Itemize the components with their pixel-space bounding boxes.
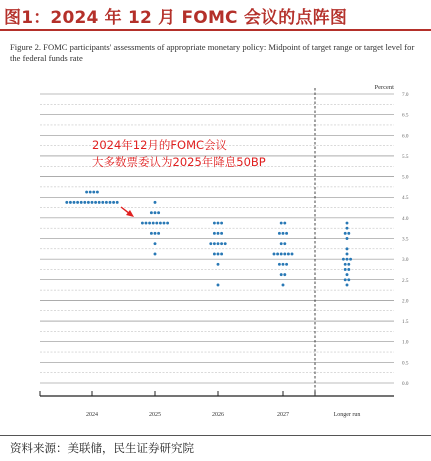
dot-marker	[91, 201, 94, 204]
x-tick-label: 2026	[212, 412, 224, 418]
dot-marker	[73, 201, 76, 204]
dot-marker	[347, 278, 350, 281]
dot-marker	[213, 253, 216, 256]
dot-marker	[85, 191, 88, 194]
dot-marker	[80, 201, 83, 204]
dot-marker	[282, 263, 285, 266]
dot-marker	[346, 253, 349, 256]
dot-marker	[112, 201, 115, 204]
dot-marker	[344, 278, 347, 281]
dot-marker	[145, 222, 148, 225]
dot-marker	[83, 201, 86, 204]
dot-marker	[224, 242, 227, 245]
dot-marker	[346, 247, 349, 250]
x-axis	[40, 88, 394, 396]
dot-marker	[342, 258, 345, 261]
y-tick-label: 2.5	[402, 277, 409, 284]
dot-marker	[65, 201, 68, 204]
footer-rule	[0, 435, 431, 436]
dot-marker	[283, 273, 286, 276]
dot-marker	[220, 253, 223, 256]
y-tick-label: 0.5	[402, 360, 409, 367]
dot-marker	[89, 191, 92, 194]
annotation-line-2: 大多数票委认为2025年降息50BP	[92, 155, 266, 169]
y-tick-label: 4.0	[402, 215, 409, 222]
y-axis-label: Percent	[374, 84, 394, 91]
dot-marker	[347, 263, 350, 266]
dot-marker	[346, 222, 349, 225]
dot-marker	[76, 201, 79, 204]
dot-marker	[94, 201, 97, 204]
y-tick-label: 4.5	[402, 195, 409, 202]
dot-marker	[344, 268, 347, 271]
dot-marker	[96, 191, 99, 194]
dot-marker	[344, 263, 347, 266]
dot-marker	[217, 283, 220, 286]
dot-marker	[152, 222, 155, 225]
dot-marker	[163, 222, 166, 225]
x-tick-label: Longer run	[333, 412, 361, 418]
dot-marker	[213, 222, 216, 225]
x-tick-label: 2027	[277, 412, 289, 418]
dot-marker	[280, 222, 283, 225]
source-note: 资料来源：美联储，民生证券研究院	[10, 441, 194, 455]
dot-marker	[98, 201, 101, 204]
y-tick-label: 7.0	[402, 92, 409, 98]
x-tick-label: 2024	[86, 412, 98, 418]
y-tick-label: 6.0	[402, 133, 409, 140]
x-tick-labels	[86, 412, 360, 418]
dot-marker	[154, 201, 157, 204]
dot-marker	[217, 232, 220, 235]
dot-marker	[154, 242, 157, 245]
dot-marker	[349, 258, 352, 261]
dot-marker	[280, 273, 283, 276]
dot-marker	[276, 253, 279, 256]
y-tick-label: 1.5	[402, 319, 409, 326]
y-tick-label: 0.0	[402, 381, 409, 387]
dot-marker	[217, 242, 220, 245]
dot-marker	[213, 242, 216, 245]
dot-marker	[283, 222, 286, 225]
dot-marker	[220, 222, 223, 225]
y-tick-label: 1.0	[402, 339, 409, 346]
dot-marker	[101, 201, 104, 204]
dot-marker	[220, 232, 223, 235]
dot-marker	[141, 222, 144, 225]
dot-marker	[92, 191, 95, 194]
dot-marker	[209, 242, 212, 245]
dot-marker	[154, 211, 157, 214]
dot-marker	[346, 258, 349, 261]
dot-marker	[213, 232, 216, 235]
dot-marker	[154, 253, 157, 256]
y-tick-label: 5.0	[402, 174, 409, 181]
dot-marker	[150, 232, 153, 235]
dot-marker	[148, 222, 151, 225]
dot-marker	[346, 283, 349, 286]
annotation-line-1: 2024年12月的FOMC会议	[92, 138, 228, 152]
dot-marker	[346, 273, 349, 276]
dot-marker	[217, 222, 220, 225]
dot-marker	[278, 232, 281, 235]
y-tick-label: 5.5	[402, 153, 409, 160]
dot-marker	[347, 268, 350, 271]
dot-marker	[346, 227, 349, 230]
y-tick-label: 3.0	[402, 257, 409, 264]
dot-marker	[283, 242, 286, 245]
dot-marker	[282, 232, 285, 235]
figure-title: 图1：2024 年 12 月 FOMC 会议的点阵图	[4, 8, 348, 28]
dot-marker	[157, 232, 160, 235]
dot-marker	[283, 253, 286, 256]
dot-marker	[159, 222, 162, 225]
dot-marker	[287, 253, 290, 256]
y-tick-label: 2.0	[402, 298, 409, 305]
dot-marker	[154, 232, 157, 235]
dot-marker	[105, 201, 108, 204]
dot-marker	[220, 242, 223, 245]
dot-marker	[157, 211, 160, 214]
dot-marker	[285, 232, 288, 235]
dot-marker	[69, 201, 72, 204]
x-tick-label: 2025	[149, 412, 161, 418]
dot-marker	[347, 232, 350, 235]
dot-marker	[166, 222, 169, 225]
dot-marker	[282, 283, 285, 286]
dot-marker	[273, 253, 276, 256]
y-tick-label: 3.5	[402, 236, 409, 243]
dot-marker	[278, 263, 281, 266]
dot-marker	[217, 253, 220, 256]
y-tick-label: 6.5	[402, 112, 409, 119]
dot-marker	[109, 201, 112, 204]
annotation-arrow	[121, 207, 134, 217]
dot-marker	[87, 201, 90, 204]
dot-marker	[346, 237, 349, 240]
chart-caption: Figure 2. FOMC participants' assessments of appropriate monetary policy: Midpoint of target range or target level for the federal funds rate	[10, 42, 415, 63]
dot-marker	[280, 242, 283, 245]
y-tick-labels	[402, 92, 409, 387]
dot-marker	[344, 232, 347, 235]
dot-marker	[285, 263, 288, 266]
dot-marker	[280, 253, 283, 256]
dot-marker	[217, 263, 220, 266]
dot-marker	[291, 253, 294, 256]
dot-marker	[116, 201, 119, 204]
dot-marker	[150, 211, 153, 214]
dot-marker	[155, 222, 158, 225]
